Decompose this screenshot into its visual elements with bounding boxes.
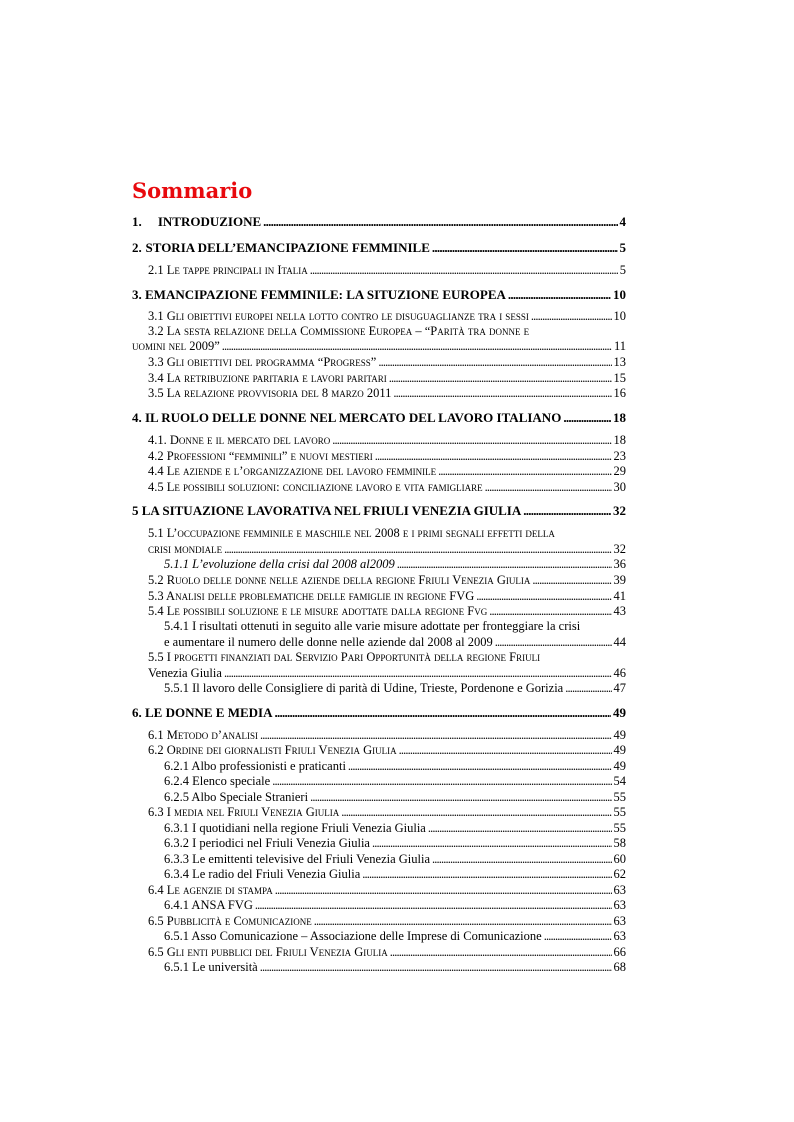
toc-entry-6[interactable]: [132, 705, 626, 720]
toc-entry-page: 55: [613, 805, 626, 819]
toc-entry-3-2[interactable]: [132, 339, 626, 354]
toc-dot-leader: [565, 681, 611, 696]
toc-dot-leader: [272, 774, 611, 789]
toc-entry-page: 66: [613, 945, 626, 959]
toc-entry-title: 5.1.1 L’evoluzione della crisi dal 2008 al2009: [164, 557, 395, 571]
toc-entry-title: 5.5.1 Il lavoro delle Consigliere di parità di Udine, Trieste, Pordenone e Gorizia: [164, 681, 564, 695]
toc-entry-page: 63: [613, 914, 626, 928]
toc-dot-leader: [362, 867, 611, 882]
toc-dot-leader: [224, 666, 612, 681]
toc-entry-title: 6.3.1 I quotidiani nella regione Friuli Venezia Giulia: [164, 821, 426, 835]
toc-entry-6-5-pubblicita[interactable]: [132, 914, 626, 929]
toc-entry-page: 15: [613, 371, 626, 385]
toc-dot-leader: [255, 898, 612, 913]
toc-entry-title: 6.2.1 Albo professionisti e praticanti: [164, 759, 346, 773]
toc-dot-leader: [310, 263, 618, 278]
toc-entry-page: 49: [613, 728, 626, 742]
toc-entry-4-4[interactable]: [132, 464, 626, 479]
toc-dot-leader: [508, 287, 611, 302]
toc-entry-page: 11: [613, 339, 626, 353]
toc-entry-title: 6.5 Gli enti pubblici del Friuli Venezia Giulia: [148, 945, 388, 959]
toc-entry-page: 41: [613, 589, 626, 603]
toc-entry-5-4[interactable]: [132, 604, 626, 619]
toc-entry-6-1[interactable]: [132, 728, 626, 743]
toc-entry-page: 49: [613, 759, 626, 773]
toc-entry-page: 63: [613, 883, 626, 897]
toc-entry-title: 6.4 Le agenzie di stampa: [148, 883, 273, 897]
toc-entry-6-2[interactable]: [132, 743, 626, 758]
toc-entry-5-1[interactable]: [132, 542, 626, 557]
toc-dot-leader: [438, 464, 611, 479]
toc-entry-4-1[interactable]: [132, 433, 626, 448]
toc-entry-5-4-1-line1[interactable]: 5.4.1 I risultati ottenuti in seguito alle varie misure adottate per fronteggiare la crisi: [164, 619, 581, 633]
toc-entry-4-5[interactable]: [132, 480, 626, 495]
toc-entry-title: 6.3.2 I periodici nel Friuli Venezia Giulia: [164, 836, 370, 850]
toc-entry-page: 36: [613, 557, 626, 571]
toc-entry-title: uomini nel 2009”: [132, 339, 220, 353]
toc-entry-page: 18: [613, 410, 626, 425]
toc-entry-page: 23: [613, 449, 626, 463]
toc-entry-4-2[interactable]: [132, 449, 626, 464]
toc-entry-5[interactable]: [132, 503, 626, 518]
toc-entry-3-3[interactable]: [132, 355, 626, 370]
toc-entry-3-5[interactable]: [132, 386, 626, 401]
toc-entry-storia[interactable]: [132, 240, 626, 255]
toc-dot-leader: [523, 503, 611, 518]
toc-entry-5-4-1[interactable]: [132, 635, 626, 650]
toc-dot-leader: [544, 929, 612, 944]
toc-entry-5-1-line1[interactable]: 5.1 L’occupazione femminile e maschile nel 2008 e i primi segnali effetti della: [148, 526, 555, 540]
toc-entry-page: 49: [613, 743, 626, 757]
toc-entry-6-4-1[interactable]: [132, 898, 626, 913]
toc-entry-page: 10: [613, 309, 626, 323]
toc-entry-title: 4.2 Professioni “femminili” e nuovi mestieri: [148, 449, 373, 463]
toc-entry-title: INTRODUZIONE: [157, 214, 262, 229]
toc-entry-title: 3.5 La relazione provvisoria del 8 marzo 2011: [148, 386, 392, 400]
toc-dot-leader: [532, 573, 611, 588]
toc-entry-title: 6.2.5 Albo Speciale Stranieri: [164, 790, 309, 804]
toc-entry-title: 6.5 Pubblicità e Comunicazione: [148, 914, 312, 928]
toc-dot-leader: [372, 836, 612, 851]
toc-entry-page: 5: [619, 263, 626, 277]
toc-dot-leader: [428, 821, 612, 836]
toc-dot-leader: [341, 805, 611, 820]
toc-dot-leader: [263, 214, 617, 229]
toc-entry-title: 6.3.3 Le emittenti televisive del Friuli Venezia Giulia: [164, 852, 431, 866]
toc-entry-page: 13: [613, 355, 626, 369]
toc-entry-title: 6.3 I media nel Friuli Venezia Giulia: [148, 805, 340, 819]
toc-entry-6-5-enti[interactable]: [132, 945, 626, 960]
toc-entry-title: 3.1 Gli obiettivi europei nella lotto contro le disuguaglianze tra i sessi: [148, 309, 529, 323]
toc-entry-5-2[interactable]: [132, 573, 626, 588]
toc-dot-leader: [314, 914, 612, 929]
toc-entry-page: 63: [613, 929, 626, 943]
toc-entry-page: 18: [613, 433, 626, 447]
toc-dot-leader: [348, 759, 612, 774]
toc-entry-title: 6.5.1 Asso Comunicazione – Associazione delle Imprese di Comunicazione: [164, 929, 542, 943]
toc-entry-6-2-4[interactable]: [132, 774, 626, 789]
toc-entry-title: Venezia Giulia: [148, 666, 222, 680]
toc-entry-title: 6.5.1 Le università: [164, 960, 258, 974]
toc-entry-number: 2.: [132, 240, 142, 255]
toc-dot-leader: [531, 309, 612, 324]
toc-dot-leader: [378, 355, 611, 370]
toc-entry-3[interactable]: [132, 287, 626, 302]
toc-entry-title: 6.1 Metodo d’analisi: [148, 728, 258, 742]
toc-entry-title: STORIA DELL’EMANCIPAZIONE FEMMINILE: [145, 240, 430, 255]
toc-entry-title: 4.1. Donne e il mercato del lavoro: [148, 433, 331, 447]
toc-entry-title: 6.4.1 ANSA FVG: [164, 898, 253, 912]
toc-dot-leader: [393, 386, 611, 401]
toc-entry-title: 3.3 Gli obiettivi del programma “Progress”: [148, 355, 377, 369]
toc-dot-leader: [310, 790, 611, 805]
toc-entry-title: e aumentare il numero delle donne nelle aziende dal 2008 al 2009: [164, 635, 493, 649]
toc-entry-page: 29: [613, 464, 626, 478]
toc-entry-page: 39: [613, 573, 626, 587]
toc-entry-page: 43: [613, 604, 626, 618]
toc-entry-6-4[interactable]: [132, 883, 626, 898]
toc-entry-page: 58: [613, 836, 626, 850]
toc-entry-3-2-line1[interactable]: 3.2 La sesta relazione della Commissione Europea – “Parità tra donne e: [148, 324, 530, 338]
toc-dot-leader: [489, 604, 611, 619]
toc-entry-page: 47: [613, 681, 626, 695]
toc-entry-title: 5 LA SITUAZIONE LAVORATIVA NEL FRIULI VENEZIA GIULIA: [132, 503, 522, 518]
toc-entry-title: 3. EMANCIPAZIONE FEMMINILE: LA SITUZIONE EUROPEA: [132, 287, 506, 302]
toc-entry-title: 6.2 Ordine dei giornalisti Friuli Venezia Giulia: [148, 743, 397, 757]
toc-entry-5-5-1[interactable]: [132, 681, 626, 696]
toc-entry-page: 54: [613, 774, 626, 788]
toc-dot-leader: [485, 480, 612, 495]
toc-dot-leader: [563, 410, 611, 425]
toc-entry-title: 4. IL RUOLO DELLE DONNE NEL MERCATO DEL LAVORO ITALIANO: [132, 410, 562, 425]
toc-entry-page: 16: [613, 386, 626, 400]
toc-dot-leader: [397, 557, 612, 572]
toc-entry-title: 3.4 La retribuzione paritaria e lavori paritari: [148, 371, 387, 385]
toc-dot-leader: [275, 705, 612, 720]
toc-entry-page: 4: [619, 214, 626, 229]
toc-entry-2-1[interactable]: [132, 263, 626, 278]
toc-entry-6-3-2[interactable]: [132, 836, 626, 851]
toc-entry-number: 1.: [132, 214, 142, 229]
toc-entry-page: 55: [613, 821, 626, 835]
toc-dot-leader: [260, 728, 612, 743]
toc-entry-4[interactable]: [132, 410, 626, 425]
toc-entry-title: 2.1 Le tappe principali in Italia: [148, 263, 308, 277]
toc-entry-6-3[interactable]: [132, 805, 626, 820]
toc-entry-page: 63: [613, 898, 626, 912]
toc-entry-page: 46: [613, 666, 626, 680]
toc-dot-leader: [332, 433, 611, 448]
toc-entry-6-2-1[interactable]: [132, 759, 626, 774]
toc-dot-leader: [260, 960, 612, 975]
toc-entry-title: 4.4 Le aziende e l’organizzazione del lavoro femminile: [148, 464, 437, 478]
toc-entry-title: 5.3 Analisi delle problematiche delle famiglie in regione FVG: [148, 589, 475, 603]
toc-dot-leader: [432, 852, 611, 867]
toc-entry-page: 60: [613, 852, 626, 866]
toc-entry-6-3-4[interactable]: [132, 867, 626, 882]
toc-dot-leader: [390, 945, 612, 960]
toc-entry-3-1[interactable]: [132, 309, 626, 324]
toc-entry-3-4[interactable]: [132, 371, 626, 386]
toc-dot-leader: [222, 339, 612, 354]
toc-entry-page: 62: [613, 867, 626, 881]
toc-dot-leader: [389, 371, 612, 386]
toc-dot-leader: [476, 589, 611, 604]
toc-entry-title: crisi mondiale: [148, 542, 223, 556]
toc-dot-leader: [495, 635, 612, 650]
toc-entry-5-5[interactable]: [132, 666, 626, 681]
toc-entry-title: 6. LE DONNE E MEDIA: [132, 705, 273, 720]
toc-entry-title: 4.5 Le possibili soluzioni: conciliazione lavoro e vita famigliare: [148, 480, 483, 494]
toc-dot-leader: [375, 449, 612, 464]
toc-entry-page: 49: [613, 705, 626, 720]
toc-entry-6-5-1-asso[interactable]: [132, 929, 626, 944]
toc-entry-6-5-1-universita[interactable]: [132, 960, 626, 975]
toc-entry-page: 32: [613, 542, 626, 556]
toc-entry-page: 5: [619, 240, 626, 255]
toc-dot-leader: [275, 883, 612, 898]
toc-dot-leader: [399, 743, 612, 758]
toc-entry-page: 30: [613, 480, 626, 494]
toc-entry-page: 44: [613, 635, 626, 649]
toc-entry-5-3[interactable]: [132, 589, 626, 604]
toc-dot-leader: [432, 240, 618, 255]
toc-entry-title: 6.3.4 Le radio del Friuli Venezia Giulia: [164, 867, 361, 881]
toc-entry-page: 10: [613, 287, 626, 302]
toc-dot-leader: [224, 542, 611, 557]
toc-entry-5-1-1[interactable]: [132, 557, 626, 572]
toc-entry-introduzione[interactable]: [132, 214, 626, 229]
toc-entry-6-2-5[interactable]: [132, 790, 626, 805]
toc-entry-page: 55: [613, 790, 626, 804]
toc-entry-page: 32: [613, 503, 626, 518]
toc-entry-5-5-line1[interactable]: 5.5 I progetti finanziati dal Servizio Pari Opportunità della regione Friuli: [148, 650, 541, 664]
page-title: Sommario: [132, 178, 253, 203]
toc-entry-6-3-1[interactable]: [132, 821, 626, 836]
toc-entry-6-3-3[interactable]: [132, 852, 626, 867]
toc-entry-title: 6.2.4 Elenco speciale: [164, 774, 271, 788]
toc-entry-title: 5.2 Ruolo delle donne nelle aziende della regione Friuli Venezia Giulia: [148, 573, 531, 587]
toc-entry-title: 5.4 Le possibili soluzione e le misure adottate dalla regione Fvg: [148, 604, 488, 618]
toc-entry-page: 68: [613, 960, 626, 974]
